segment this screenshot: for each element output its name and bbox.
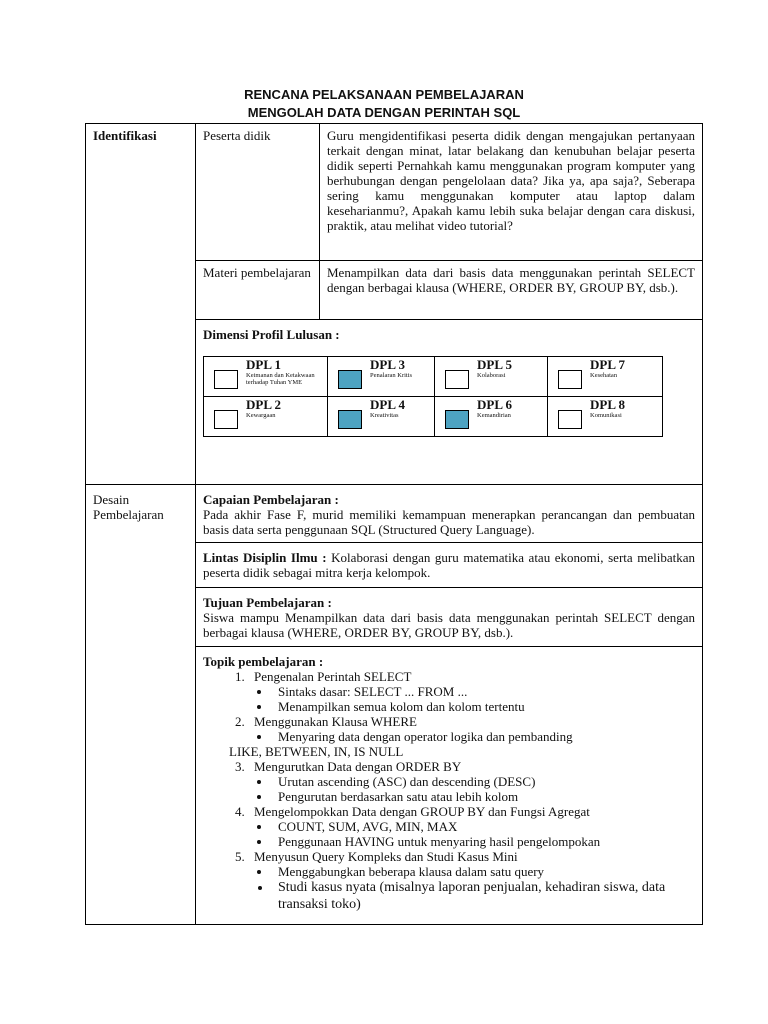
topik-subitem: • Menampilkan semua kolom dan kolom tertentu — [272, 699, 695, 714]
dpl-4-checkbox[interactable] — [338, 410, 362, 429]
topik-item — [248, 759, 695, 804]
dpl-6-name: DPL 6 — [477, 397, 513, 412]
topik-title: Mengelompokkan Data dengan GROUP BY dan Fungsi Agregat — [254, 804, 590, 819]
document-title-line2: MENGOLAH DATA DENGAN PERINTAH SQL — [247, 105, 521, 120]
topik-subitem: • Menyaring data dengan operator logika dan pembanding — [272, 729, 695, 744]
topik-item — [248, 804, 695, 849]
tujuan-label: Tujuan Pembelajaran : — [203, 595, 332, 610]
dpl-2-desc: Kewargaan — [246, 412, 276, 419]
capaian-text: Pada akhir Fase F, murid memiliki kemampuan menerapkan perancangan dan pembuatan basis data serta penggunaan SQL (Structured Query Language). — [203, 507, 695, 537]
dpl-8 — [548, 397, 663, 437]
topik-subitem: • Urutan ascending (ASC) dan descending (DESC) — [272, 774, 695, 789]
topik-title: Menggunakan Klausa WHERE — [254, 714, 417, 729]
topik-title: Mengurutkan Data dengan ORDER BY — [254, 759, 462, 774]
dpl-grid — [203, 356, 663, 437]
document-title-line1: RENCANA PELAKSANAAN PEMBELAJARAN — [244, 87, 524, 102]
topik-subitem: • COUNT, SUM, AVG, MIN, MAX — [272, 819, 695, 834]
lintas-label: Lintas Disiplin Ilmu : — [203, 550, 327, 565]
lintas-cell — [196, 543, 703, 588]
desain-label: Desain Pembelajaran — [86, 485, 196, 925]
dpl-7-desc: Kesehatan — [590, 372, 618, 379]
topik-title: Menyusun Query Kompleks dan Studi Kasus Mini — [254, 849, 518, 864]
dpl-6-desc: Kemandirian — [477, 412, 511, 419]
dpl-2 — [204, 397, 328, 437]
rpp-table — [85, 123, 703, 925]
dpl-7-name: DPL 7 — [590, 357, 626, 372]
dpl-6 — [435, 397, 548, 437]
dpl-8-desc: Komunikasi — [590, 412, 622, 419]
dpl-3-checkbox[interactable] — [338, 370, 362, 389]
topik-item — [229, 714, 695, 759]
tujuan-cell — [196, 588, 703, 647]
dpl-5 — [435, 357, 548, 397]
dpl-2-name: DPL 2 — [246, 397, 282, 412]
dpl-1-checkbox[interactable] — [214, 370, 238, 389]
topik-cell — [196, 647, 703, 925]
dpl-1-desc: Keimanan dan Ketakwaan terhadap Tuhan YME — [246, 372, 315, 386]
dpl-3-name: DPL 3 — [370, 357, 406, 372]
topik-subitem: • Penggunaan HAVING untuk menyaring hasil pengelompokan — [272, 834, 695, 849]
identifikasi-label: Identifikasi — [86, 124, 196, 485]
dimensi-profil-label: Dimensi Profil Lulusan : — [203, 327, 340, 342]
peserta-didik-text: Guru mengidentifikasi peserta didik dengan mengajukan pertanyaan terkait dengan minat, latar belakang dan kenubuhan belajar peserta didik seperti Pernahkah kamu menggunakan program komputer yang berhubungan dengan pengelolaan data? Jika ya, apa saja?, Seberapa sering kamu menggunakan komputer atau laptop dalam keseharianmu?, Apakah kamu lebih suka belajar dengan cara diskusi, praktik, atau melihat video tutorial? — [320, 124, 703, 261]
lintas-text: Kolaborasi dengan guru matematika atau ekonomi, serta melibatkan peserta didik sebagai mitra kerja kelompok. — [203, 550, 695, 580]
topik-item — [248, 669, 695, 714]
dimensi-profil-cell — [196, 320, 703, 485]
dpl-1 — [204, 357, 328, 397]
tujuan-text: Siswa mampu Menampilkan data dari basis data menggunakan perintah SELECT dengan berbagai klausa (WHERE, ORDER BY, GROUP BY, dsb.). — [203, 610, 695, 640]
topik-item — [248, 849, 695, 913]
capaian-label: Capaian Pembelajaran : — [203, 492, 339, 507]
dpl-7 — [548, 357, 663, 397]
topik-subitem: • Pengurutan berdasarkan satu atau lebih kolom — [272, 789, 695, 804]
materi-label: Materi pembelajaran — [196, 261, 320, 320]
dpl-3 — [328, 357, 435, 397]
topik-subitem: • Sintaks dasar: SELECT ... FROM ... — [272, 684, 695, 699]
capaian-cell — [196, 485, 703, 543]
dpl-3-desc: Penalaran Kritis — [370, 372, 413, 379]
topik-subitem: • Studi kasus nyata (misalnya laporan penjualan, kehadiran siswa, data transaksi toko) — [272, 879, 695, 913]
dpl-5-checkbox[interactable] — [445, 370, 469, 389]
dpl-4-desc: Kreativitas — [370, 412, 399, 419]
dpl-5-desc: Kolaborasi — [477, 372, 506, 379]
dpl-4 — [328, 397, 435, 437]
topik-subitem: • Menggabungkan beberapa klausa dalam satu query — [272, 864, 695, 879]
peserta-didik-label: Peserta didik — [196, 124, 320, 261]
topik-continuation: LIKE, BETWEEN, IN, IS NULL — [229, 744, 404, 759]
topik-label: Topik pembelajaran : — [203, 654, 324, 669]
dpl-6-checkbox[interactable] — [445, 410, 469, 429]
dpl-8-checkbox[interactable] — [558, 410, 582, 429]
dpl-1-name: DPL 1 — [246, 357, 282, 372]
topik-title: Pengenalan Perintah SELECT — [254, 669, 412, 684]
dpl-4-name: DPL 4 — [370, 397, 406, 412]
dpl-5-name: DPL 5 — [477, 357, 513, 372]
dpl-2-checkbox[interactable] — [214, 410, 238, 429]
dpl-7-checkbox[interactable] — [558, 370, 582, 389]
materi-text: Menampilkan data dari basis data menggunakan perintah SELECT dengan berbagai klausa (WHERE, ORDER BY, GROUP BY, dsb.). — [320, 261, 703, 320]
topik-list — [203, 669, 695, 913]
dpl-8-name: DPL 8 — [590, 397, 626, 412]
